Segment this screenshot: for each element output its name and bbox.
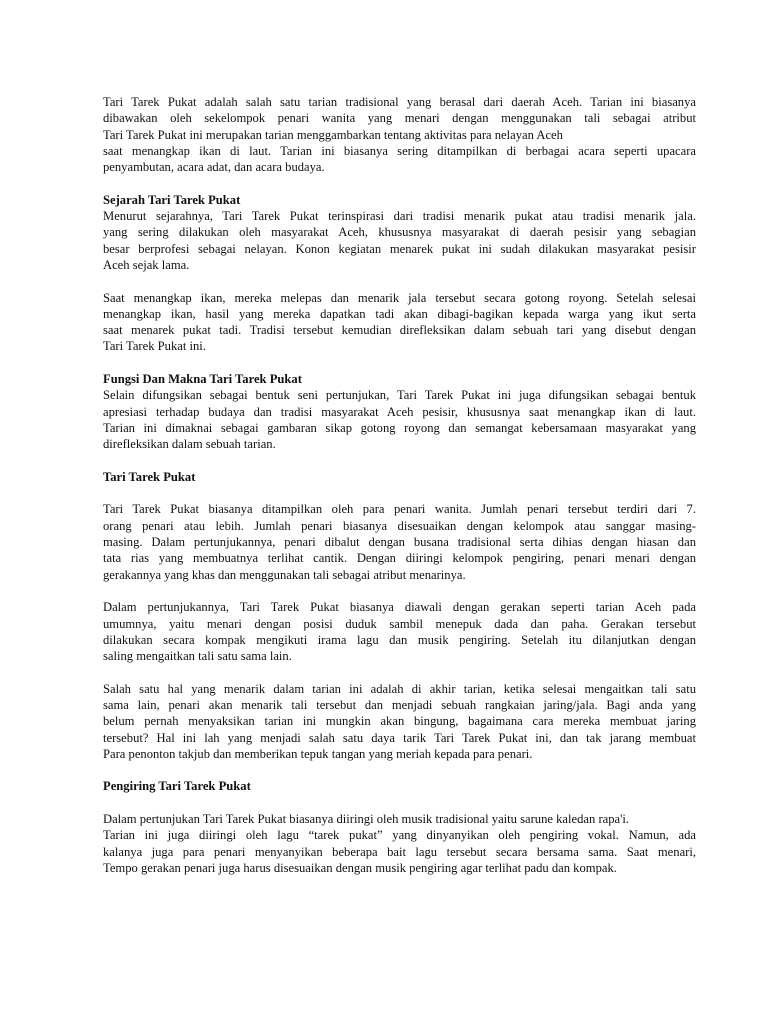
spacer	[103, 664, 696, 680]
spacer	[103, 273, 696, 289]
tari-paragraph-3	[103, 681, 696, 762]
text-line: Tari Tarek Pukat ini.	[103, 339, 206, 354]
section-heading-sejarah: Sejarah Tari Tarek Pukat	[103, 192, 241, 207]
text-line: Tarian ini juga diiringi oleh lagu “tarek pukat” yang dinyanyikan oleh pengiring vokal. Namun, ada	[103, 828, 696, 843]
text-line: Tarian ini dimaknai sebagai gambaran sikap gotong royong dan semangat kebersamaan masyarakat yang	[103, 420, 696, 435]
tari-paragraph-1	[103, 501, 696, 582]
text-line: menangkap ikan, hasil yang mereka dapatkan tadi akan dibagi-bagikan kepada warga yang ikut serta	[103, 306, 696, 321]
text-line: tersebut? Hal ini lah yang menjadi salah satu daya tarik Tari Tarek Pukat ini, dan tak jarang membuat	[103, 730, 696, 745]
spacer	[103, 583, 696, 599]
text-line: penyambutan, acara adat, dan acara budaya.	[103, 160, 325, 175]
text-line: saat menangkap ikan di laut. Tarian ini biasanya sering ditampilkan di berbagai acara seperti upacara	[103, 143, 696, 158]
text-line: Tari Tarek Pukat adalah salah satu tarian tradisional yang berasal dari daerah Aceh. Tarian ini biasanya	[103, 95, 696, 109]
text-line: Salah satu hal yang menarik dalam tarian ini adalah di akhir tarian, ketika selesai mengaitkan tali satu	[103, 681, 696, 696]
section-heading-tari-tarek-pukat: Tari Tarek Pukat	[103, 469, 196, 484]
pengiring-paragraph-1	[103, 811, 696, 876]
text-line: yang sering dilakukan oleh masyarakat Aceh, khususnya masyarakat di daerah pesisir yang sebagian	[103, 225, 696, 240]
document-body	[103, 94, 696, 876]
spacer	[103, 762, 696, 778]
text-line: saat menarek pukat tadi. Tradisi tersebut kemudian direfleksikan dalam sebuah tari yang disebut dengan	[103, 323, 696, 338]
text-line: umumnya, yaitu menari dengan posisi duduk sambil menepuk dada dan paha. Gerakan tersebut	[103, 616, 696, 631]
text-line: Dalam pertunjukannya, Tari Tarek Pukat biasanya diawali dengan gerakan seperti tarian Aceh pada	[103, 600, 696, 615]
fungsi-paragraph-1	[103, 387, 696, 452]
text-line: apresiasi terhadap budaya dan tradisi masyarakat Aceh pesisir, khususnya saat menangkap ikan di laut.	[103, 404, 696, 419]
spacer	[103, 485, 696, 501]
text-line: belum pernah menyaksikan tarian ini mungkin akan bingung, bagaimana cara mereka membuat jaring	[103, 714, 696, 729]
text-line: dilakukan secara kompak mengikuti irama lagu dan musik pengiring. Setelah itu dilanjutkan dengan	[103, 632, 696, 647]
text-line: Saat menangkap ikan, mereka melepas dan menarik jala tersebut secara gotong royong. Setelah selesai	[103, 290, 696, 305]
text-line: Para penonton takjub dan memberikan tepuk tangan yang meriah kepada para penari.	[103, 746, 533, 761]
text-line: besar berprofesi sebagai nelayan. Konon kegiatan menarek pukat ini sudah dilakukan masyarakat pesisir	[103, 241, 696, 256]
spacer	[103, 453, 696, 469]
sejarah-paragraph-2	[103, 290, 696, 355]
text-line: sama lain, penari akan menarik tali tersebut dan menjadi sebuah rangkaian jaring/jala. Bagi anda yang	[103, 697, 696, 712]
section-heading-pengiring: Pengiring Tari Tarek Pukat	[103, 779, 251, 794]
text-line: Tari Tarek Pukat biasanya ditampilkan oleh para penari wanita. Jumlah penari tersebut terdiri dari 7.	[103, 502, 696, 517]
text-line: Tari Tarek Pukat ini merupakan tarian menggambarkan tentang aktivitas para nelayan Aceh	[103, 127, 563, 142]
text-line: Tempo gerakan penari juga harus disesuaikan dengan musik pengiring agar terlihat padu dan kompak.	[103, 860, 617, 875]
text-line: tata rias yang membuatnya terlihat cantik. Dengan diiringi kelompok pengiring, penari menari dengan	[103, 551, 696, 566]
intro-paragraph	[103, 94, 696, 175]
text-line: Aceh sejak lama.	[103, 257, 190, 272]
text-line: dibawakan oleh sekelompok penari wanita yang menari dengan menggunakan tali sebagai atribut	[103, 111, 696, 126]
spacer	[103, 355, 696, 371]
text-line: orang penari atau lebih. Jumlah penari biasanya disesuaikan dengan kelompok atau sanggar masing-	[103, 518, 696, 533]
section-heading-fungsi: Fungsi Dan Makna Tari Tarek Pukat	[103, 372, 302, 387]
text-line: masing. Dalam pertunjukannya, penari dibalut dengan busana tradisional serta dihias dengan hiasan dan	[103, 535, 696, 550]
spacer	[103, 175, 696, 191]
tari-paragraph-2	[103, 599, 696, 664]
text-line: Dalam pertunjukan Tari Tarek Pukat biasanya diiringi oleh musik tradisional yaitu sarune kaledan rapa'i.	[103, 812, 630, 827]
text-line: gerakannya yang khas dan menggunakan tali sebagai atribut menarinya.	[103, 567, 466, 582]
text-line: kalanya juga para penari menyanyikan beberapa bait lagu tersebut secara bersama sama. Saat menari,	[103, 844, 696, 859]
text-line: direfleksikan dalam sebuah tarian.	[103, 437, 276, 452]
spacer	[103, 795, 696, 811]
text-line: saling mengaitkan tali satu sama lain.	[103, 649, 292, 664]
text-line: Menurut sejarahnya, Tari Tarek Pukat terinspirasi dari tradisi menarik pukat atau tradisi menarik jala.	[103, 209, 696, 224]
sejarah-paragraph-1	[103, 208, 696, 273]
text-line: Selain difungsikan sebagai bentuk seni pertunjukan, Tari Tarek Pukat ini juga difungsikan sebagai bentuk	[103, 388, 696, 403]
